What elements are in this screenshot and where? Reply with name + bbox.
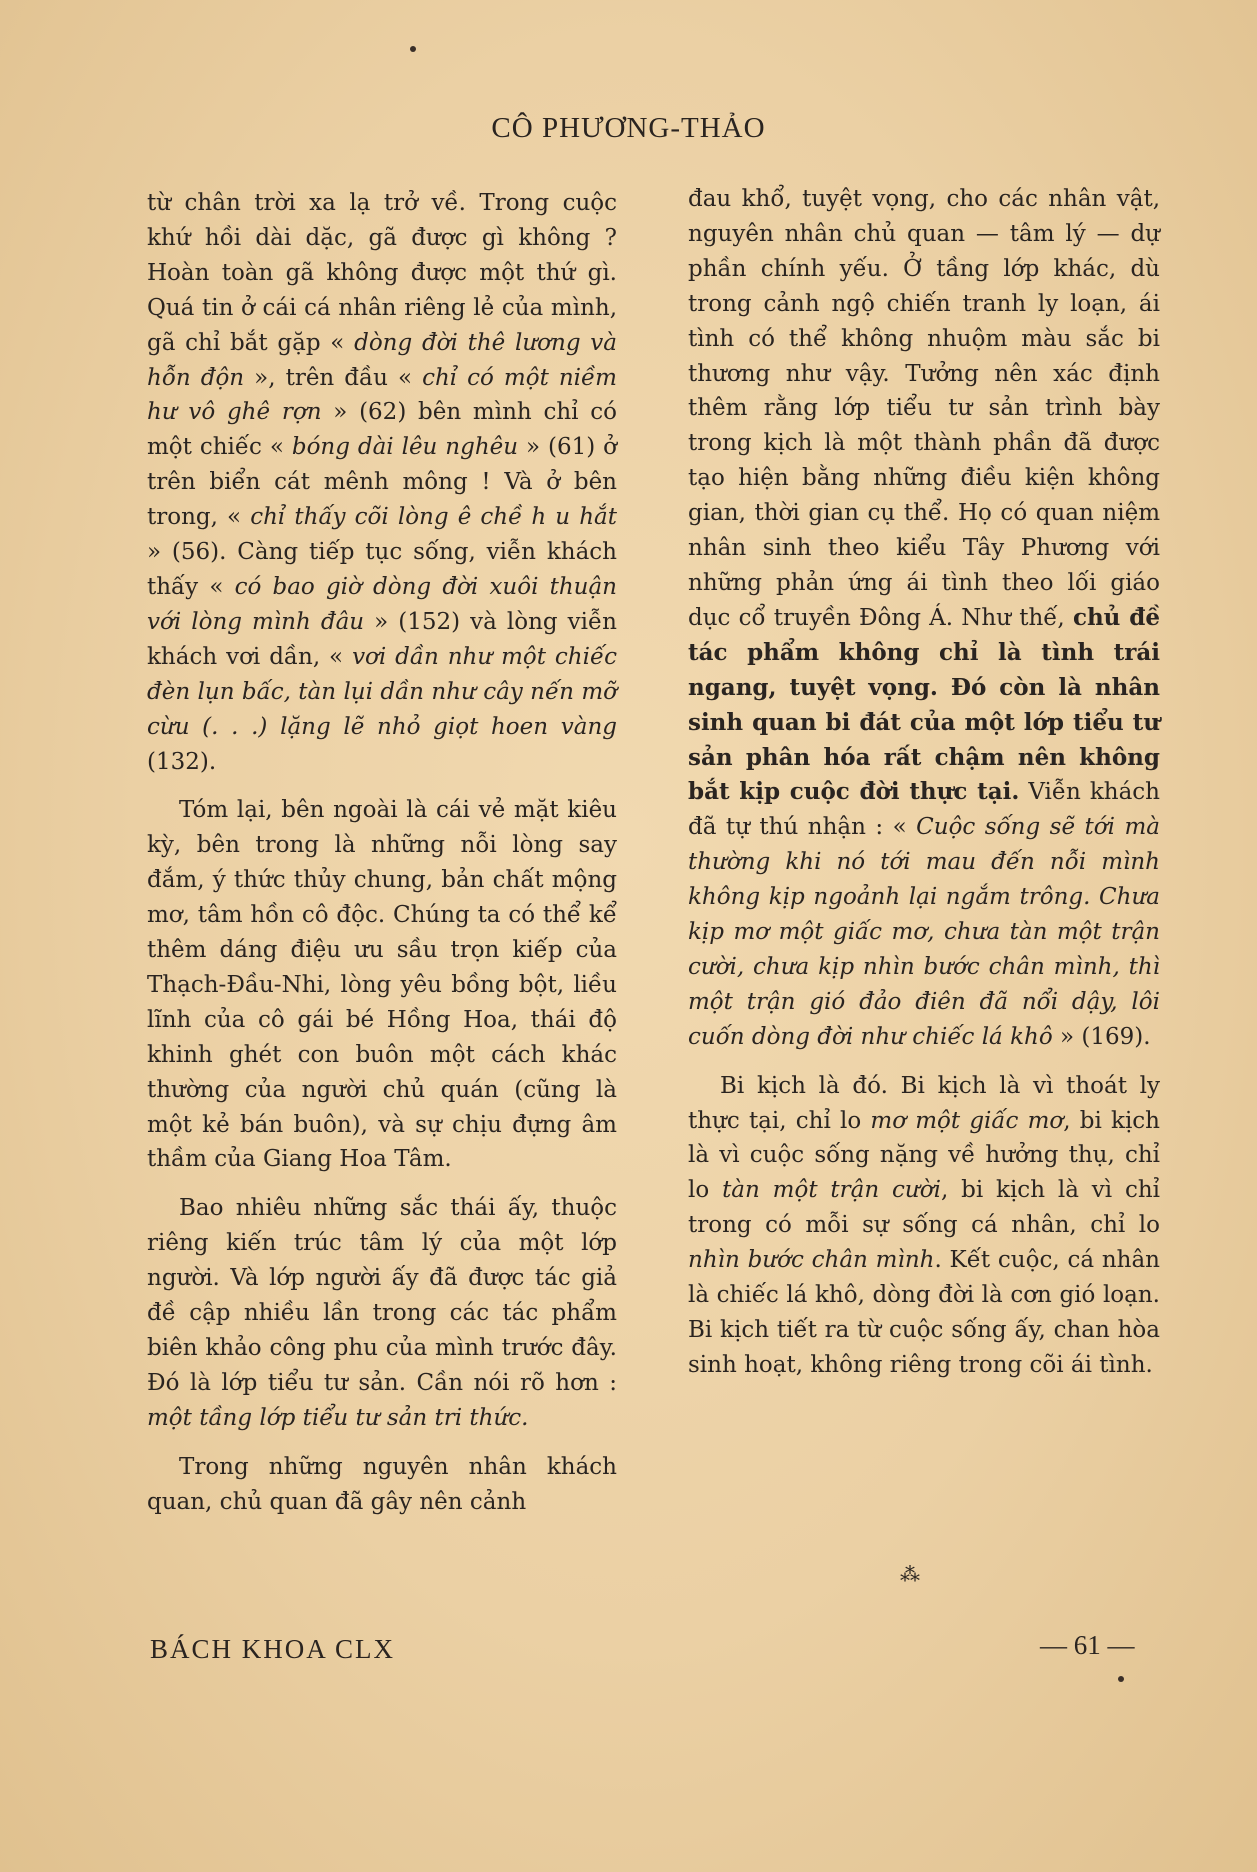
- running-title: CÔ PHƯƠNG-THẢO: [491, 112, 766, 144]
- text-run: , bi kịch là vì cuộc sống nặng về hưởng thụ, chỉ lo: [688, 1107, 1160, 1204]
- print-speck: [410, 46, 416, 52]
- text-run: », trên đầu «: [244, 364, 423, 391]
- text-run: » (152) và lòng viễn khách vơi dần, «: [147, 608, 617, 670]
- italic-run: bóng dài lêu nghêu: [291, 434, 519, 461]
- text-run: » (61) ở trên biển cát mênh mông ! Và ở bên trong, «: [147, 434, 617, 531]
- paragraph: [147, 186, 617, 779]
- italic-run: vơi dần như một chiếc đèn lụn bấc, tàn lụi dần như cây nến mỡ cừu (. . .) lặng lẽ nhỏ giọt hoen vàng: [147, 643, 617, 740]
- print-speck: [1118, 1676, 1124, 1682]
- text-run: Viễn khách đã tự thú nhận : «: [688, 779, 1160, 841]
- paragraph: [147, 1191, 617, 1435]
- text-run: (132).: [147, 748, 217, 775]
- paragraph: [147, 793, 617, 1177]
- paragraph: [688, 182, 1160, 1055]
- italic-run: mơ một giấc mơ: [870, 1107, 1064, 1134]
- text-run: » (169).: [1052, 1023, 1151, 1050]
- text-run: » (56). Càng tiếp tục sống, viễn khách thấy «: [147, 539, 617, 600]
- paragraph: [688, 1069, 1160, 1383]
- italic-run: một tầng lớp tiểu tư sản tri thức.: [147, 1404, 529, 1431]
- italic-run: chỉ thấy cõi lòng ê chề h u hắt: [250, 504, 617, 531]
- right-column: [688, 182, 1160, 1383]
- italic-run: chỉ có một niềm hư vô ghê rợn: [147, 364, 617, 426]
- page-number: — 61 —: [1040, 1630, 1135, 1660]
- text-run: » (62) bên mình chỉ có một chiếc «: [147, 399, 617, 461]
- text-run: Tóm lại, bên ngoài là cái vẻ mặt kiêu kỳ, bên trong là những nỗi lòng say đắm, ý thức thủy chung, bản chất mộng mơ, tâm hồn cô độc. Chúng ta có thể kể thêm dáng điệu ưu sầu trọn kiếp của Thạch-Đầu-Nhi, lòng yêu bồng bột, liều lĩnh của cô gái bé Hồng Hoa, thái độ khinh ghét con buôn một cách khác thường của người chủ quán (cũng là một kẻ bán buôn), và sự chịu đựng âm thầm của Giang Hoa Tâm.: [147, 797, 617, 1173]
- italic-run: Cuộc sống sẽ tới mà thường khi nó tới mau đến nỗi mình không kịp ngoảnh lại ngắm trông. Chưa kịp mơ một giấc mơ, chưa tàn một trận cười, chưa kịp nhìn bước chân mình, thì một trận gió đảo điên đã nổi dậy, lôi cuốn dòng đời như chiếc lá khô: [688, 814, 1160, 1050]
- journal-name: BÁCH KHOA CLX: [150, 1634, 396, 1664]
- section-ornament: ⁂: [900, 1562, 920, 1586]
- text-run: . Kết cuộc, cá nhân là chiếc lá khô, dòng đời là cơn gió loạn. Bi kịch tiết ra từ cuộc sống ấy, chan hòa sinh hoạt, không riêng trong cõi ái tình.: [688, 1247, 1160, 1378]
- text-run: Bao nhiêu những sắc thái ấy, thuộc riêng kiến trúc tâm lý của một lớp người. Và lớp người ấy đã được tác giả đề cập nhiều lần trong các tác phẩm biên khảo công phu của mình trước đây. Đó là lớp tiểu tư sản. Cần nói rõ hơn :: [147, 1195, 617, 1396]
- italic-run: dòng đời thê lương và hỗn độn: [147, 329, 618, 391]
- italic-run: tàn một trận cười: [722, 1177, 941, 1204]
- bold-run: chủ đề tác phẩm không chỉ là tình trái ngang, tuyệt vọng. Đó còn là nhân sinh quan bi đát của một lớp tiểu tư sản phân hóa rất chậm nên không bắt kịp cuộc đời thực tại.: [688, 603, 1160, 806]
- italic-run: có bao giờ dòng đời xuôi thuận với lòng mình đâu: [147, 573, 617, 635]
- text-run: từ chân trời xa lạ trở về. Trong cuộc khứ hồi dài dặc, gã được gì không ? Hoàn toàn gã không được một thứ gì. Quá tin ở cái cá nhân riêng lẻ của mình, gã chỉ bắt gặp «: [147, 190, 617, 356]
- text-run: , bi kịch là vì chỉ trong có mỗi sự sống cá nhân, chỉ lo: [688, 1177, 1161, 1239]
- italic-run: nhìn bước chân mình: [688, 1247, 935, 1274]
- text-run: Bi kịch là đó. Bi kịch là vì thoát ly thực tại, chỉ lo: [688, 1072, 1160, 1134]
- text-run: đau khổ, tuyệt vọng, cho các nhân vật, nguyên nhân chủ quan — tâm lý — dự phần chính yếu. Ở tầng lớp khác, dù trong cảnh ngộ chiến tranh ly loạn, ái tình có thể không nhuộm màu sắc bi thương như vậy. Tưởng nên xác định thêm rằng lớp tiểu tư sản trình bày trong kịch là một thành phần đã được tạo hiện bằng những điều kiện không gian, thời gian cụ thể. Họ có quan niệm nhân sinh theo kiểu Tây Phương với những phản ứng ái tình theo lối giáo dục cổ truyền Đông Á. Như thế,: [688, 186, 1160, 631]
- left-column: [147, 186, 617, 1520]
- text-run: Trong những nguyên nhân khách quan, chủ quan đã gây nên cảnh: [147, 1453, 617, 1515]
- paragraph: [147, 1450, 617, 1520]
